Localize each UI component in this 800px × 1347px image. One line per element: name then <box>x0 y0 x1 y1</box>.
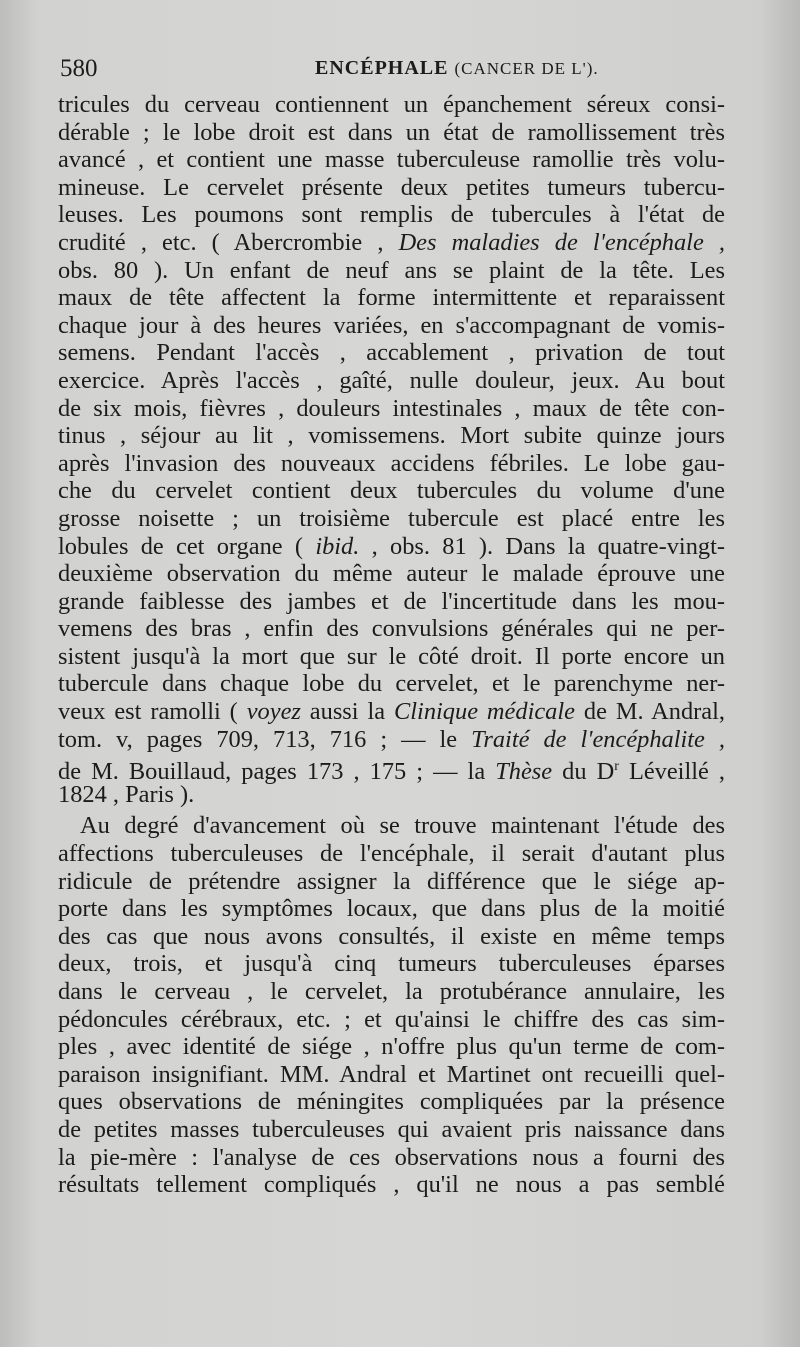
text-line: grosse noisette ; un troisième tubercule est placé entre les <box>58 504 725 532</box>
text-line: chaque jour à des heures variées, en s'accompagnant de vomis- <box>58 311 725 339</box>
text-line: mineuse. Le cervelet présente deux petites tumeurs tubercu- <box>58 173 725 201</box>
text-line: grande faiblesse des jambes et de l'incertitude dans les mou- <box>58 587 725 615</box>
superscript: r <box>614 759 619 775</box>
text-line: paraison insignifiant. MM. Andral et Martinet ont recueilli quel- <box>58 1060 725 1088</box>
text-line: Au degré d'avancement où se trouve maintenant l'étude des <box>80 812 725 840</box>
text-line: deuxième observation du même auteur le malade éprouve une <box>58 560 725 588</box>
running-title-sub: (CANCER DE L'). <box>454 59 599 78</box>
text-line: semens. Pendant l'accès , accablement , privation de tout <box>58 339 725 367</box>
italic-text: Clinique médicale <box>394 698 575 726</box>
text-line: de six mois, fièvres , douleurs intestinales , maux de tête con- <box>58 394 725 422</box>
text-line: ridicule de prétendre assigner la différence que le siége ap- <box>58 867 725 895</box>
text-line: ples , avec identité de siége , n'offre plus qu'un terme de com- <box>58 1033 725 1061</box>
text-line: ques observations de méningites compliquées par la présence <box>58 1088 725 1116</box>
text-line: résultats tellement compliqués , qu'il ne nous a pas semblé <box>58 1171 725 1199</box>
text-line: tom. v, pages 709, 713, 716 ; — le Traité de l'encéphalite , <box>58 725 725 753</box>
italic-text: Des maladies de l'encéphale , <box>398 228 725 256</box>
text-line: crudité , etc. ( Abercrombie , Des maladies de l'encéphale , <box>58 228 725 256</box>
text-line: porte dans les symptômes locaux, que dans plus de la moitié <box>58 895 725 923</box>
running-title <box>315 57 599 80</box>
text-line: pédoncules cérébraux, etc. ; et qu'ainsi le chiffre des cas sim- <box>58 1005 725 1033</box>
text-line: sistent jusqu'à la mort que sur le côté droit. Il porte encore un <box>58 642 725 670</box>
running-title-main: ENCÉPHALE <box>315 57 449 79</box>
italic-text: Thèse <box>495 758 553 786</box>
italic-text: ibid. <box>315 532 360 560</box>
text-line: lobules de cet organe ( ibid. , obs. 81 ). Dans la quatre-vingt- <box>58 532 725 560</box>
text-line: vemens des bras , enfin des convulsions générales qui ne per- <box>58 615 725 643</box>
text-line: des cas que nous avons consultés, il existe en même temps <box>58 922 725 950</box>
text-line: che du cervelet contient deux tubercules du volume d'une <box>58 477 725 505</box>
text-line: affections tuberculeuses de l'encéphale, il serait d'autant plus <box>58 840 725 868</box>
text-line: après l'invasion des nouveaux accidens fébriles. Le lobe gau- <box>58 449 725 477</box>
running-head <box>60 55 725 85</box>
text-line: tubercule dans chaque lobe du cervelet, et le parenchyme ner- <box>58 670 725 698</box>
body-text <box>58 91 725 1199</box>
text-line: la pie-mère : l'analyse de ces observations nous a fourni des <box>58 1143 725 1171</box>
text-line: obs. 80 ). Un enfant de neuf ans se plaint de la tête. Les <box>58 256 725 284</box>
italic-text: voyez <box>246 698 301 726</box>
text-line: exercice. Après l'accès , gaîté, nulle douleur, jeux. Au bout <box>58 366 725 394</box>
italic-text: Traité de l'encéphalite , <box>471 725 725 753</box>
text-line: avancé , et contient une masse tuberculeuse ramollie très volu- <box>58 146 725 174</box>
page-number: 580 <box>60 55 98 82</box>
text-line: tricules du cerveau contiennent un épanchement séreux consi- <box>58 91 725 118</box>
text-line: dérable ; le lobe droit est dans un état de ramollissement très <box>58 118 725 146</box>
text-line: 1824 , Paris ). <box>58 780 195 808</box>
text-line: veux est ramolli ( voyez aussi la Clinique médicale de M. Andral, <box>58 698 725 726</box>
text-line: deux, trois, et jusqu'à cinq tumeurs tuberculeuses éparses <box>58 950 725 978</box>
text-line: maux de tête affectent la forme intermittente et reparaissent <box>58 284 725 312</box>
text-line: leuses. Les poumons sont remplis de tubercules à l'état de <box>58 201 725 229</box>
text-line: tinus , séjour au lit , vomissemens. Mort subite quinze jours <box>58 422 725 450</box>
text-line: dans le cerveau , le cervelet, la protubérance annulaire, les <box>58 978 725 1005</box>
text-line: de M. Bouillaud, pages 173 , 175 ; — la Thèse du $D^r$ Léveillé , <box>58 758 725 786</box>
text-line: de petites masses tuberculeuses qui avaient pris naissance dans <box>58 1115 725 1143</box>
